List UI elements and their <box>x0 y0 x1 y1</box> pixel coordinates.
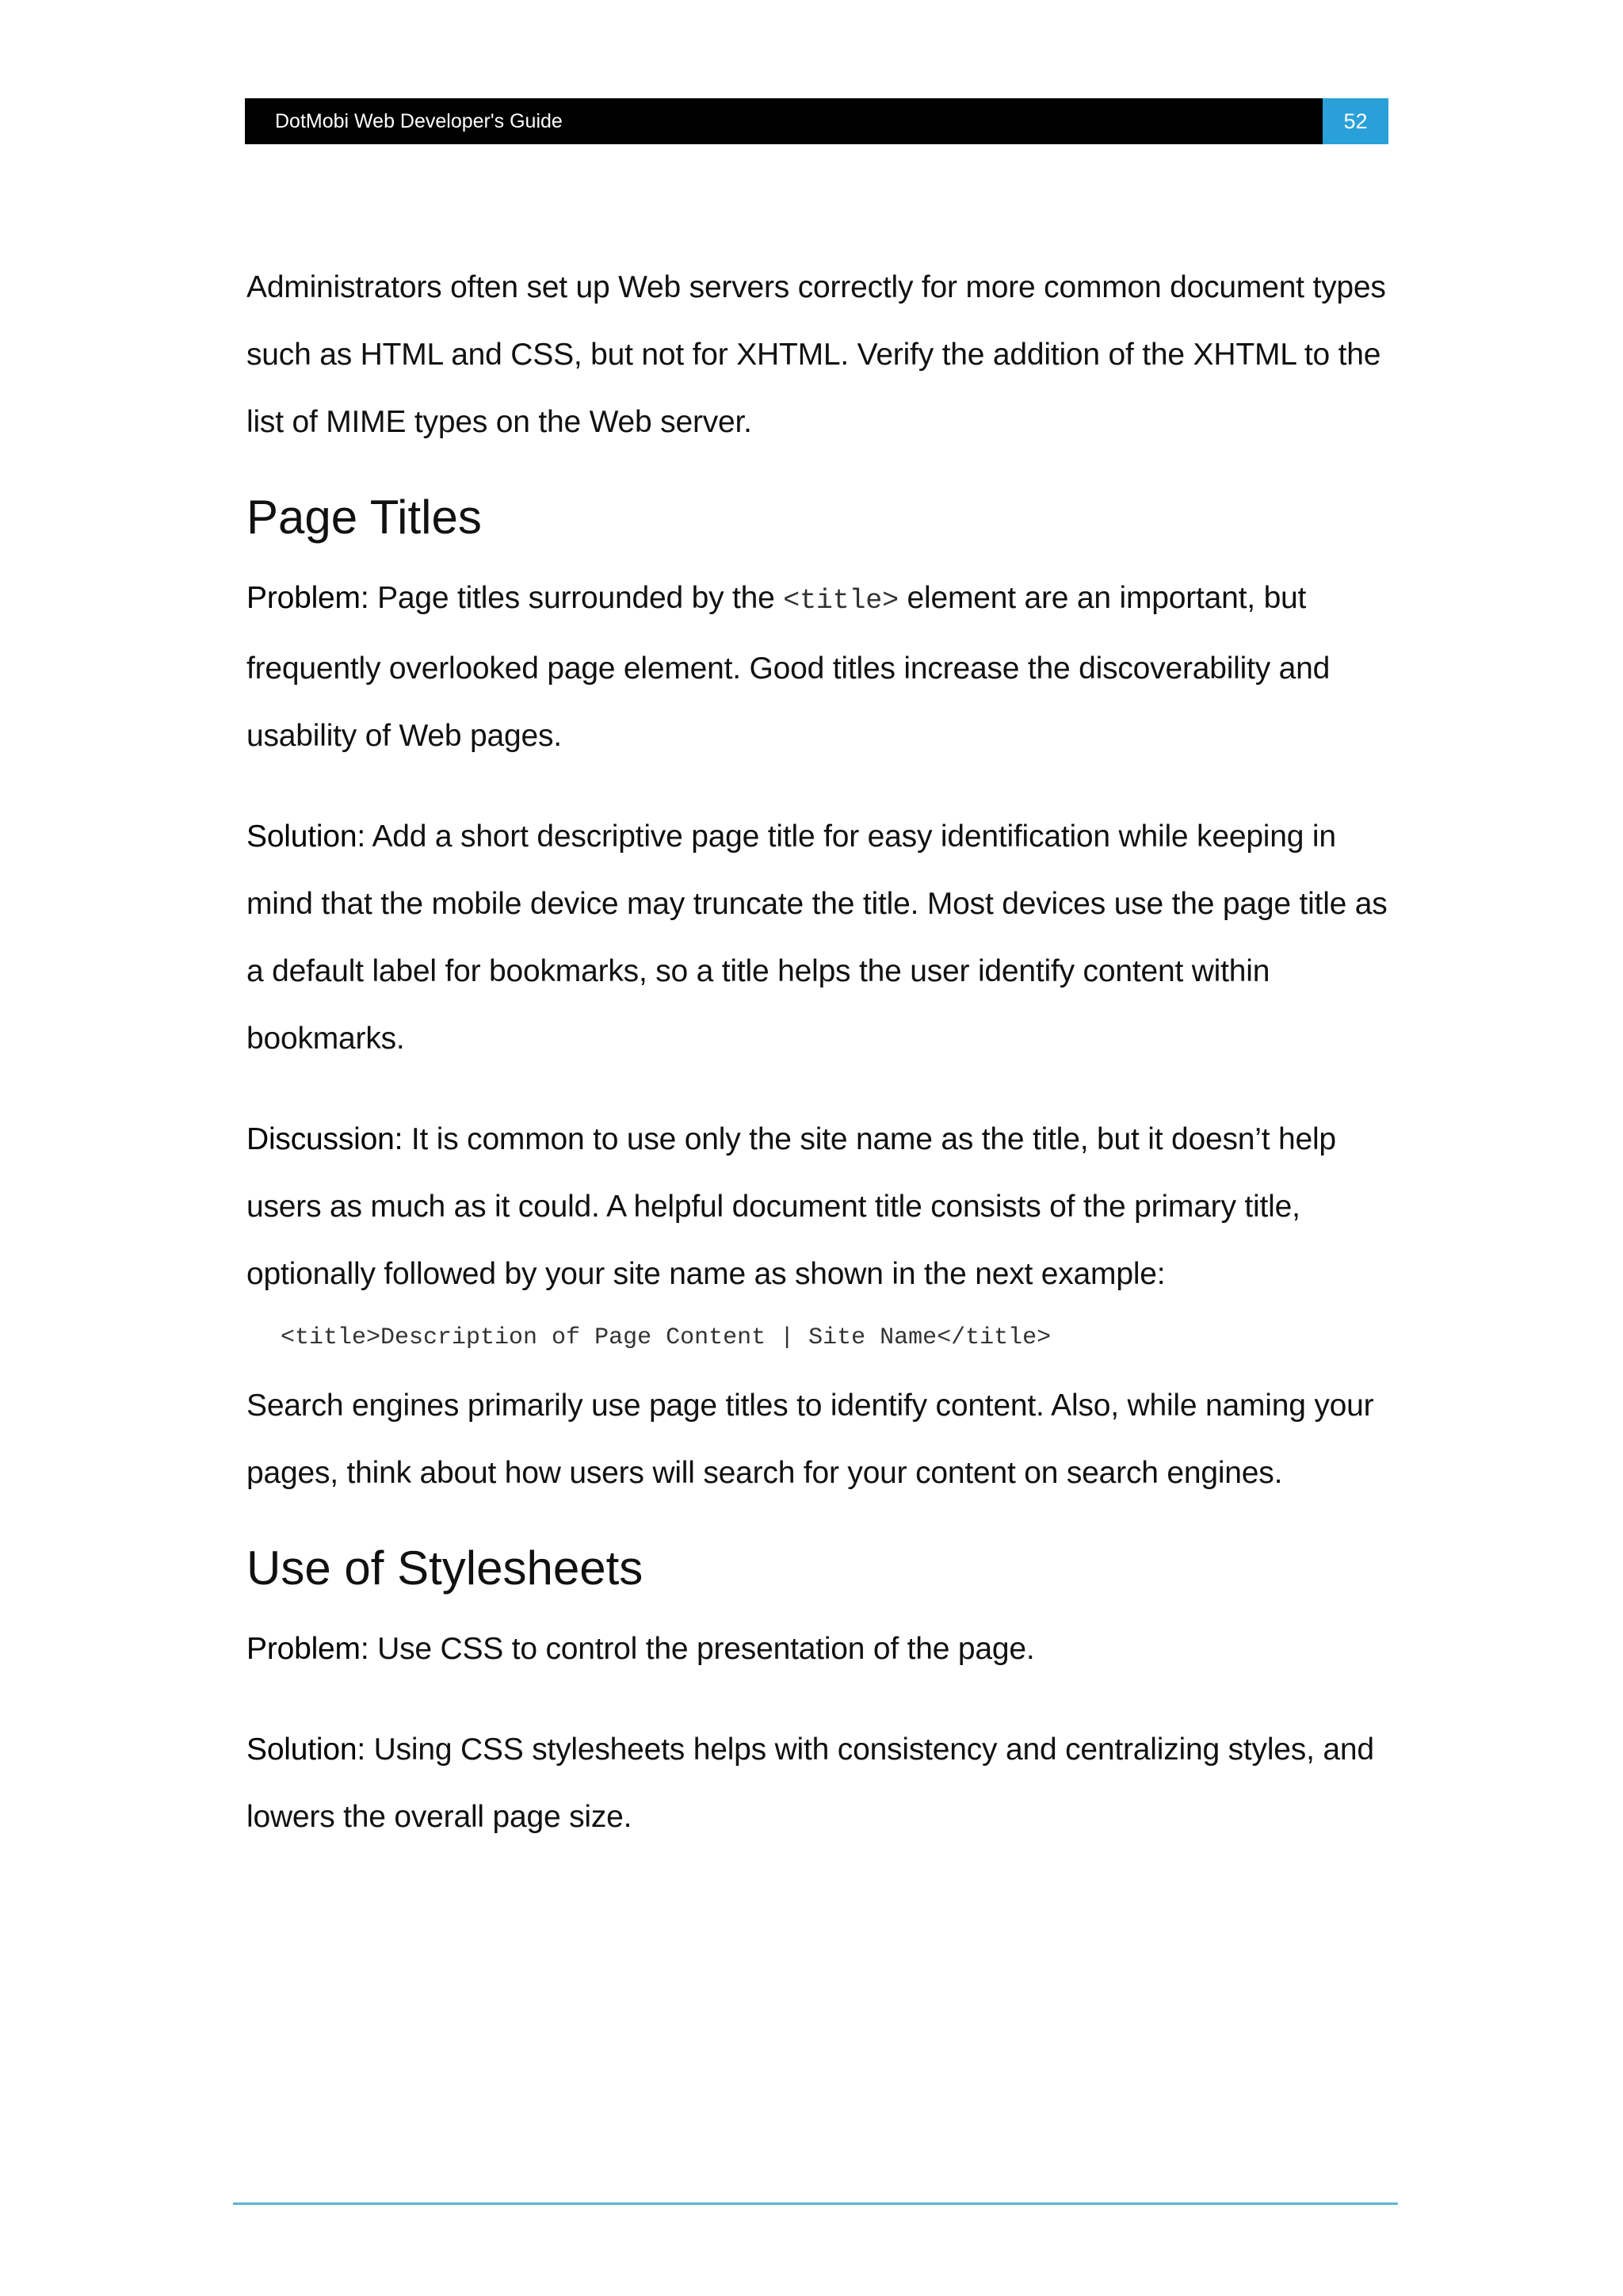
section-heading-stylesheets: Use of Stylesheets <box>246 1541 643 1595</box>
stylesheets-solution-paragraph <box>246 1716 1396 1851</box>
page-titles-discussion-paragraph <box>246 1106 1396 1308</box>
page-titles-solution-paragraph <box>246 803 1396 1072</box>
discussion-label: Discussion: <box>246 1122 403 1156</box>
problem-label: Problem: <box>246 581 369 615</box>
solution-label: Solution: <box>246 819 365 854</box>
section-heading-page-titles: Page Titles <box>246 491 482 544</box>
problem-label: Problem: <box>246 1632 369 1666</box>
stylesheets-problem-paragraph <box>246 1615 1396 1683</box>
running-header <box>245 98 1388 144</box>
solution-text: Add a short descriptive page title for easy identification while keeping in mind that the mobile device may truncate the title. Most devices use the page title as a default label for bookmarks, so a title helps the user identify content within bookmarks. <box>246 819 1388 1056</box>
inline-code-title: <title> <box>783 585 899 617</box>
problem-text: Use CSS to control the presentation of the page. <box>369 1632 1035 1666</box>
intro-paragraph: Administrators often set up Web servers correctly for more common document types such as HTML and CSS, but not for XHTML. Verify the addition of the XHTML to the list of MIME types on the Web server. <box>246 270 1386 439</box>
solution-text: Using CSS stylesheets helps with consistency and centralizing styles, and lowers the overall page size. <box>246 1733 1374 1834</box>
discussion-text: It is common to use only the site name as the title, but it doesn’t help users as much as it could. A helpful document title consists of the primary title, optionally followed by your site name as shown in the next example: <box>246 1122 1336 1291</box>
problem-text-after: element are an important, but frequently overlooked page element. Good titles increase the discoverability and usability of Web pages. <box>246 581 1331 753</box>
problem-text-before: Page titles surrounded by the <box>369 581 784 615</box>
page-content <box>246 254 1396 1851</box>
page-titles-problem-paragraph <box>246 564 1396 770</box>
code-example: <title>Description of Page Content | Site Name</title> <box>281 1324 1052 1351</box>
solution-label: Solution: <box>246 1733 365 1767</box>
header-title: DotMobi Web Developer's Guide <box>275 110 563 132</box>
search-engines-paragraph: Search engines primarily use page titles to identify content. Also, while naming your pages, think about how users will search for your content on search engines. <box>246 1389 1374 1490</box>
page-number: 52 <box>1323 98 1388 144</box>
footer-rule <box>233 2202 1398 2205</box>
